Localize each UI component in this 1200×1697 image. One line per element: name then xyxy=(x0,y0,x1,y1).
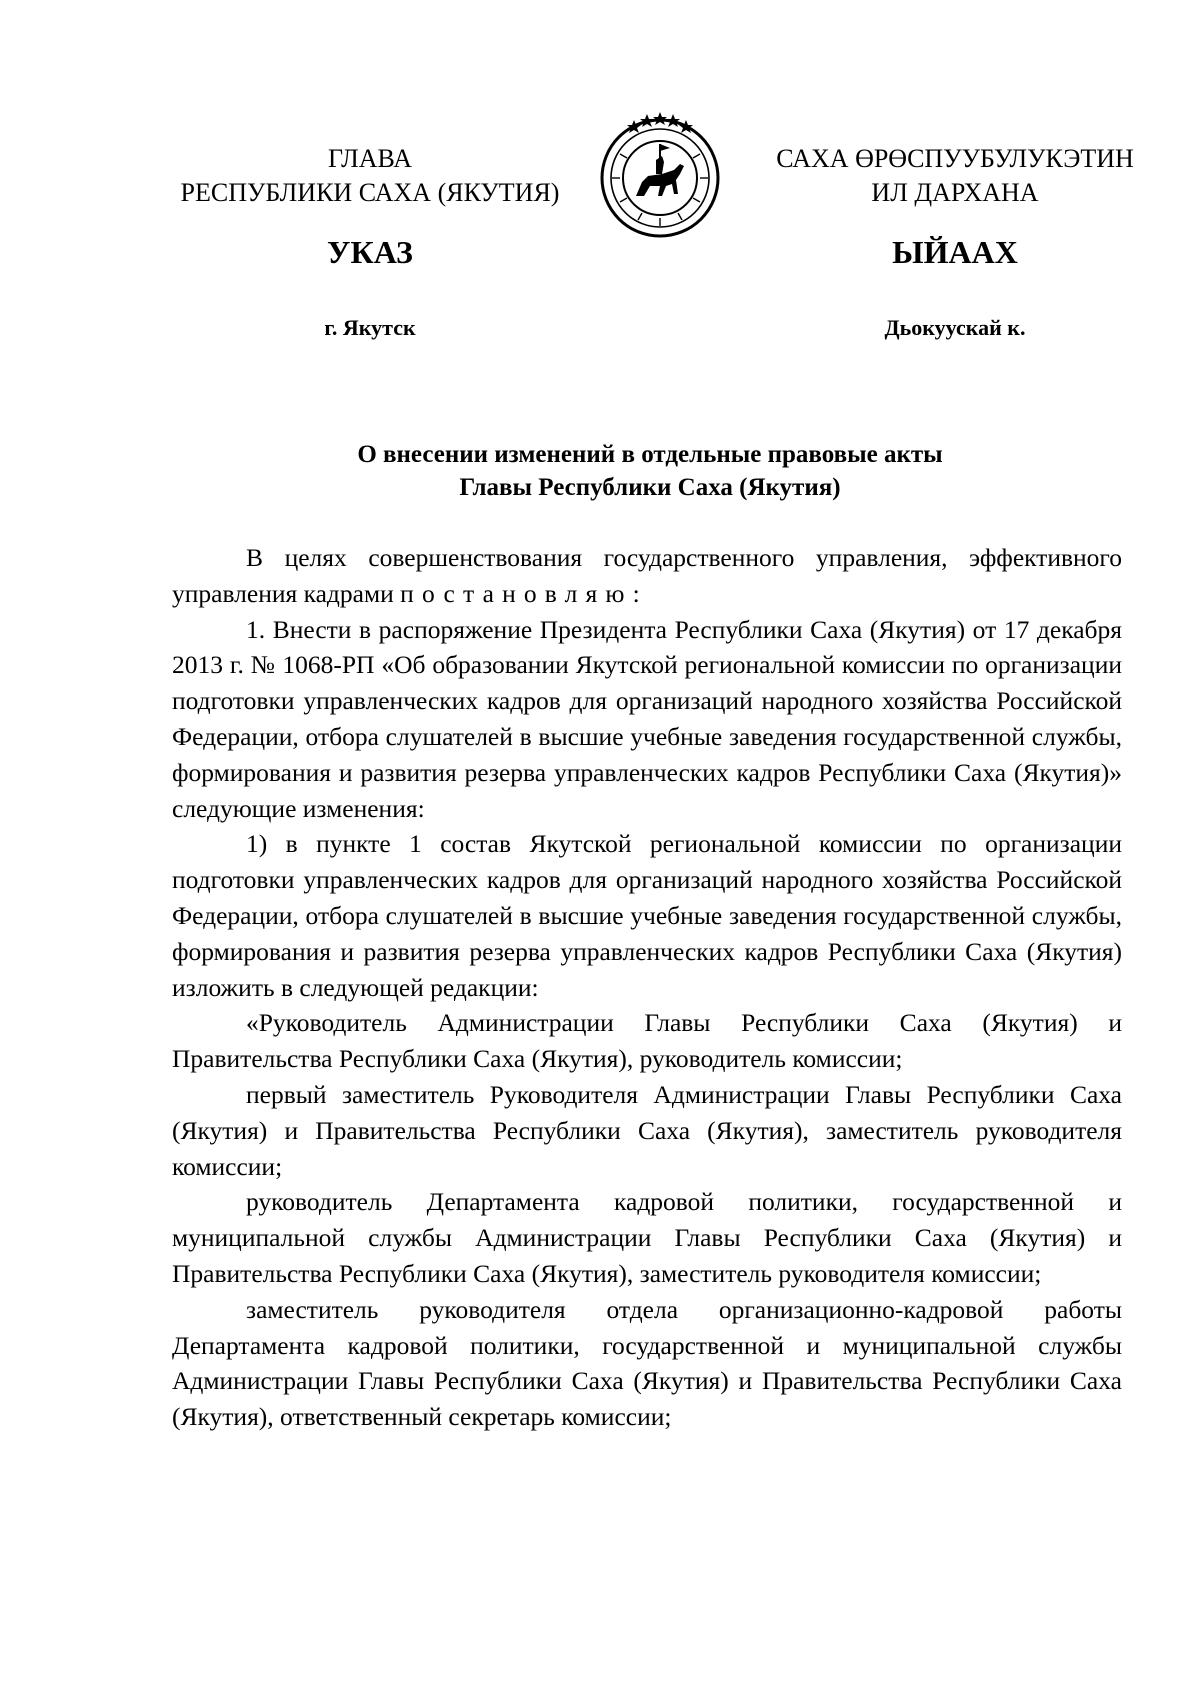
body-paragraph-5: руководитель Департамента кадровой политики, государственной и муниципальной службы Администрации Главы Республики Саха (Якутия) и Правительства Республики Саха (Якутия), заместитель руководителя комиссии; xyxy=(172,1187,1122,1288)
city-sakha: Дьокуускай к. xyxy=(884,315,1026,340)
header-left-line-1: ГЛАВА xyxy=(328,144,412,173)
doc-type-russian: УКАЗ xyxy=(327,234,413,270)
body-paragraph-intro xyxy=(172,540,1122,612)
title-line-1: О внесении изменений в отдельные правовые акты xyxy=(357,441,943,468)
body-paragraph-1: 1. Внести в распоряжение Президента Республики Саха (Якутия) от 17 декабря 2013 г. № 1068-РП «Об образовании Якутской региональной комиссии по организации подготовки управленческих кадров для организаций народного хозяйства Российской Федерации, отбора слушателей в высшие учебные заведения государственной службы, формирования и развития резерва управленческих кадров Республики Саха (Якутия)» следующие изменения: xyxy=(172,614,1122,823)
header-left-block xyxy=(150,142,590,210)
document-title xyxy=(170,438,1130,504)
title-line-2: Главы Республики Саха (Якутия) xyxy=(459,474,841,501)
body-paragraph-4: первый заместитель Руководителя Администрации Главы Республики Саха (Якутия) и Правительства Республики Саха (Якутия), заместитель руководителя комиссии; xyxy=(172,1079,1122,1181)
intro-spaced-word: постановляю xyxy=(400,578,633,608)
header-left-line-2: РЕСПУБЛИКИ САХА (ЯКУТИЯ) xyxy=(180,178,560,207)
document-body xyxy=(172,540,1122,1435)
intro-text: В целях совершенствования государственного управления, эффективного управления кадрами xyxy=(172,543,1122,608)
header-right-line-1: САХА ӨРӨСПУУБУЛУКЭТИН xyxy=(776,144,1134,173)
city-russian: г. Якутск xyxy=(324,315,416,340)
body-paragraph-2: 1) в пункте 1 состав Якутской региональной комиссии по организации подготовки управленческих кадров для организаций народного хозяйства Российской Федерации, отбора слушателей в высшие учебные заведения государственной службы, формирования и развития резерва управленческих кадров Республики Саха (Якутия) изложить в следующей редакции: xyxy=(172,829,1122,1002)
doc-type-sakha: ЫЙААХ xyxy=(892,234,1018,270)
body-paragraph-3: «Руководитель Администрации Главы Республики Саха (Якутия) и Правительства Республики Саха (Якутия), руководитель комиссии; xyxy=(172,1008,1122,1074)
coat-of-arms-sakha-icon xyxy=(590,104,730,244)
header-right-block xyxy=(755,142,1155,210)
header-right-line-2: ИЛ ДАРХАНА xyxy=(871,178,1039,207)
intro-colon: : xyxy=(632,578,640,608)
body-paragraph-6: заместитель руководителя отдела организационно-кадровой работы Департамента кадровой политики, государственной и муниципальной службы Администрации Главы Республики Саха (Якутия) и Правительства Республики Саха (Якутия), ответственный секретарь комиссии; xyxy=(172,1294,1122,1432)
